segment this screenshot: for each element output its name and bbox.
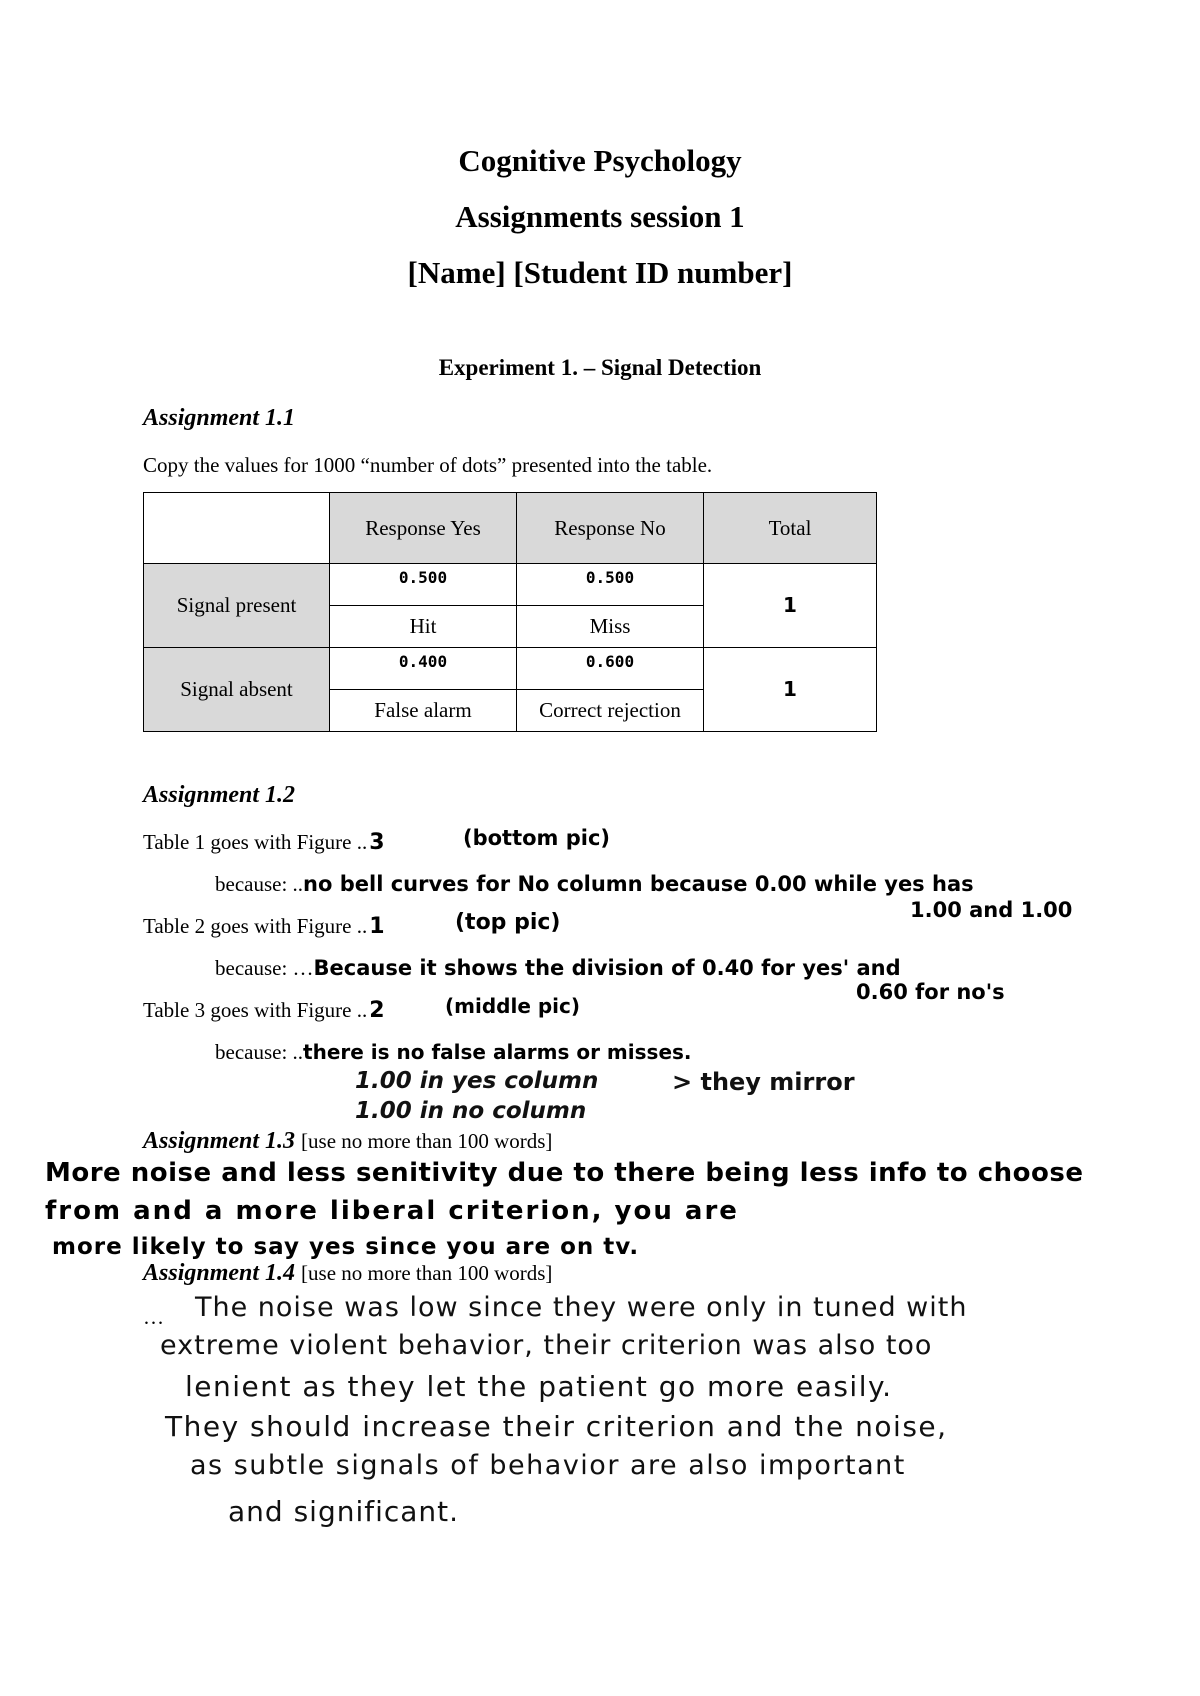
cell-hit-value	[330, 564, 517, 606]
table3-reason: there is no false alarms or misses.	[303, 1040, 692, 1064]
table1-figure: 3	[369, 830, 385, 855]
cell-false-alarm-value	[330, 648, 517, 690]
answer-1-3-line-1: More noise and less senitivity due to there being less info to choose	[45, 1158, 1084, 1188]
miss-value: 0.500	[585, 568, 635, 587]
table1-note: (bottom pic)	[463, 826, 611, 850]
course-title: Cognitive Psychology	[458, 143, 742, 178]
session-title: Assignments session 1	[455, 199, 745, 234]
answer-1-3-line-3: more likely to say yes since you are on tv.	[52, 1234, 640, 1260]
answer-1-4-line-5: as subtle signals of behavior are also important	[190, 1450, 906, 1481]
table2-reason-cont: 0.60 for no's	[856, 980, 1005, 1004]
table1-reason: no bell curves for No column because 0.00 while yes has	[303, 872, 974, 896]
answer-1-4-line-3: lenient as they let the patient go more easily.	[185, 1370, 893, 1403]
assignment-1-1-instruction: Copy the values for 1000 “number of dots” presented into the table.	[143, 453, 713, 477]
answer-1-4-line-4: They should increase their criterion and the noise,	[165, 1410, 948, 1443]
extra-note-no: 1.00 in no column	[355, 1098, 587, 1124]
table3-because	[215, 1040, 692, 1065]
extra-note-yes: 1.00 in yes column	[355, 1068, 599, 1094]
miss-label: Miss	[517, 606, 704, 648]
correct-rejection-value: 0.600	[585, 652, 635, 671]
student-line: [Name] [Student ID number]	[407, 255, 793, 290]
cell-miss-value	[517, 564, 704, 606]
answer-1-4-line-6: and significant.	[228, 1495, 460, 1528]
cell-correct-rejection-value	[517, 648, 704, 690]
cell-total-present	[704, 564, 877, 648]
table2-note: (top pic)	[455, 910, 561, 935]
table2-line	[143, 914, 385, 939]
table1-prefix: Table 1 goes with Figure ..	[143, 830, 368, 854]
header-response-no: Response No	[517, 493, 704, 564]
answer-1-4-line-2: extreme violent behavior, their criterion was also too	[160, 1330, 933, 1361]
assignment-1-3-note: [use no more than 100 words]	[301, 1129, 553, 1153]
total-absent-value: 1	[783, 677, 797, 701]
table1-reason-cont: 1.00 and 1.00	[910, 898, 1073, 922]
assignment-1-1-title: Assignment 1.1	[143, 405, 296, 431]
table3-note: (middle pic)	[445, 994, 581, 1018]
total-present-value: 1	[783, 593, 797, 617]
table2-reason: Because it shows the division of 0.40 for yes' and	[313, 956, 901, 980]
assignment-1-3-title	[143, 1128, 552, 1155]
table3-figure: 2	[369, 998, 385, 1023]
assignment-1-4-label: Assignment 1.4	[143, 1260, 296, 1286]
table1-because	[215, 872, 974, 897]
assignment-1-2-title: Assignment 1.2	[143, 782, 296, 808]
table2-because	[215, 956, 901, 981]
answer-1-4-dots: …	[143, 1305, 164, 1329]
extra-note-mirror: > they mirror	[672, 1068, 855, 1096]
header-response-yes: Response Yes	[330, 493, 517, 564]
assignment-1-3-label: Assignment 1.3	[143, 1128, 296, 1154]
row-label-signal-absent: Signal absent	[144, 648, 330, 732]
table1-because-label: because: ..	[215, 872, 304, 896]
table-corner-cell	[144, 493, 330, 564]
assignment-1-4-note: [use no more than 100 words]	[301, 1261, 553, 1285]
false-alarm-value: 0.400	[398, 652, 448, 671]
answer-1-4-line-1: The noise was low since they were only in tuned with	[195, 1292, 968, 1323]
experiment-heading: Experiment 1. – Signal Detection	[438, 355, 762, 380]
correct-rejection-label: Correct rejection	[517, 690, 704, 732]
table3-line	[143, 998, 385, 1023]
answer-1-3-line-2: from and a more liberal criterion, you are	[45, 1196, 739, 1226]
header-total: Total	[704, 493, 877, 564]
hit-value: 0.500	[398, 568, 448, 587]
false-alarm-label: False alarm	[330, 690, 517, 732]
table1-line	[143, 830, 385, 855]
table2-prefix: Table 2 goes with Figure ..	[143, 914, 368, 938]
table2-because-label: because: …	[215, 956, 314, 980]
assignment-1-4-title	[143, 1260, 552, 1287]
signal-detection-table	[143, 492, 877, 732]
hit-label: Hit	[330, 606, 517, 648]
table2-figure: 1	[369, 914, 385, 939]
cell-total-absent	[704, 648, 877, 732]
row-label-signal-present: Signal present	[144, 564, 330, 648]
table3-because-label: because: ..	[215, 1040, 304, 1064]
table3-prefix: Table 3 goes with Figure ..	[143, 998, 368, 1022]
